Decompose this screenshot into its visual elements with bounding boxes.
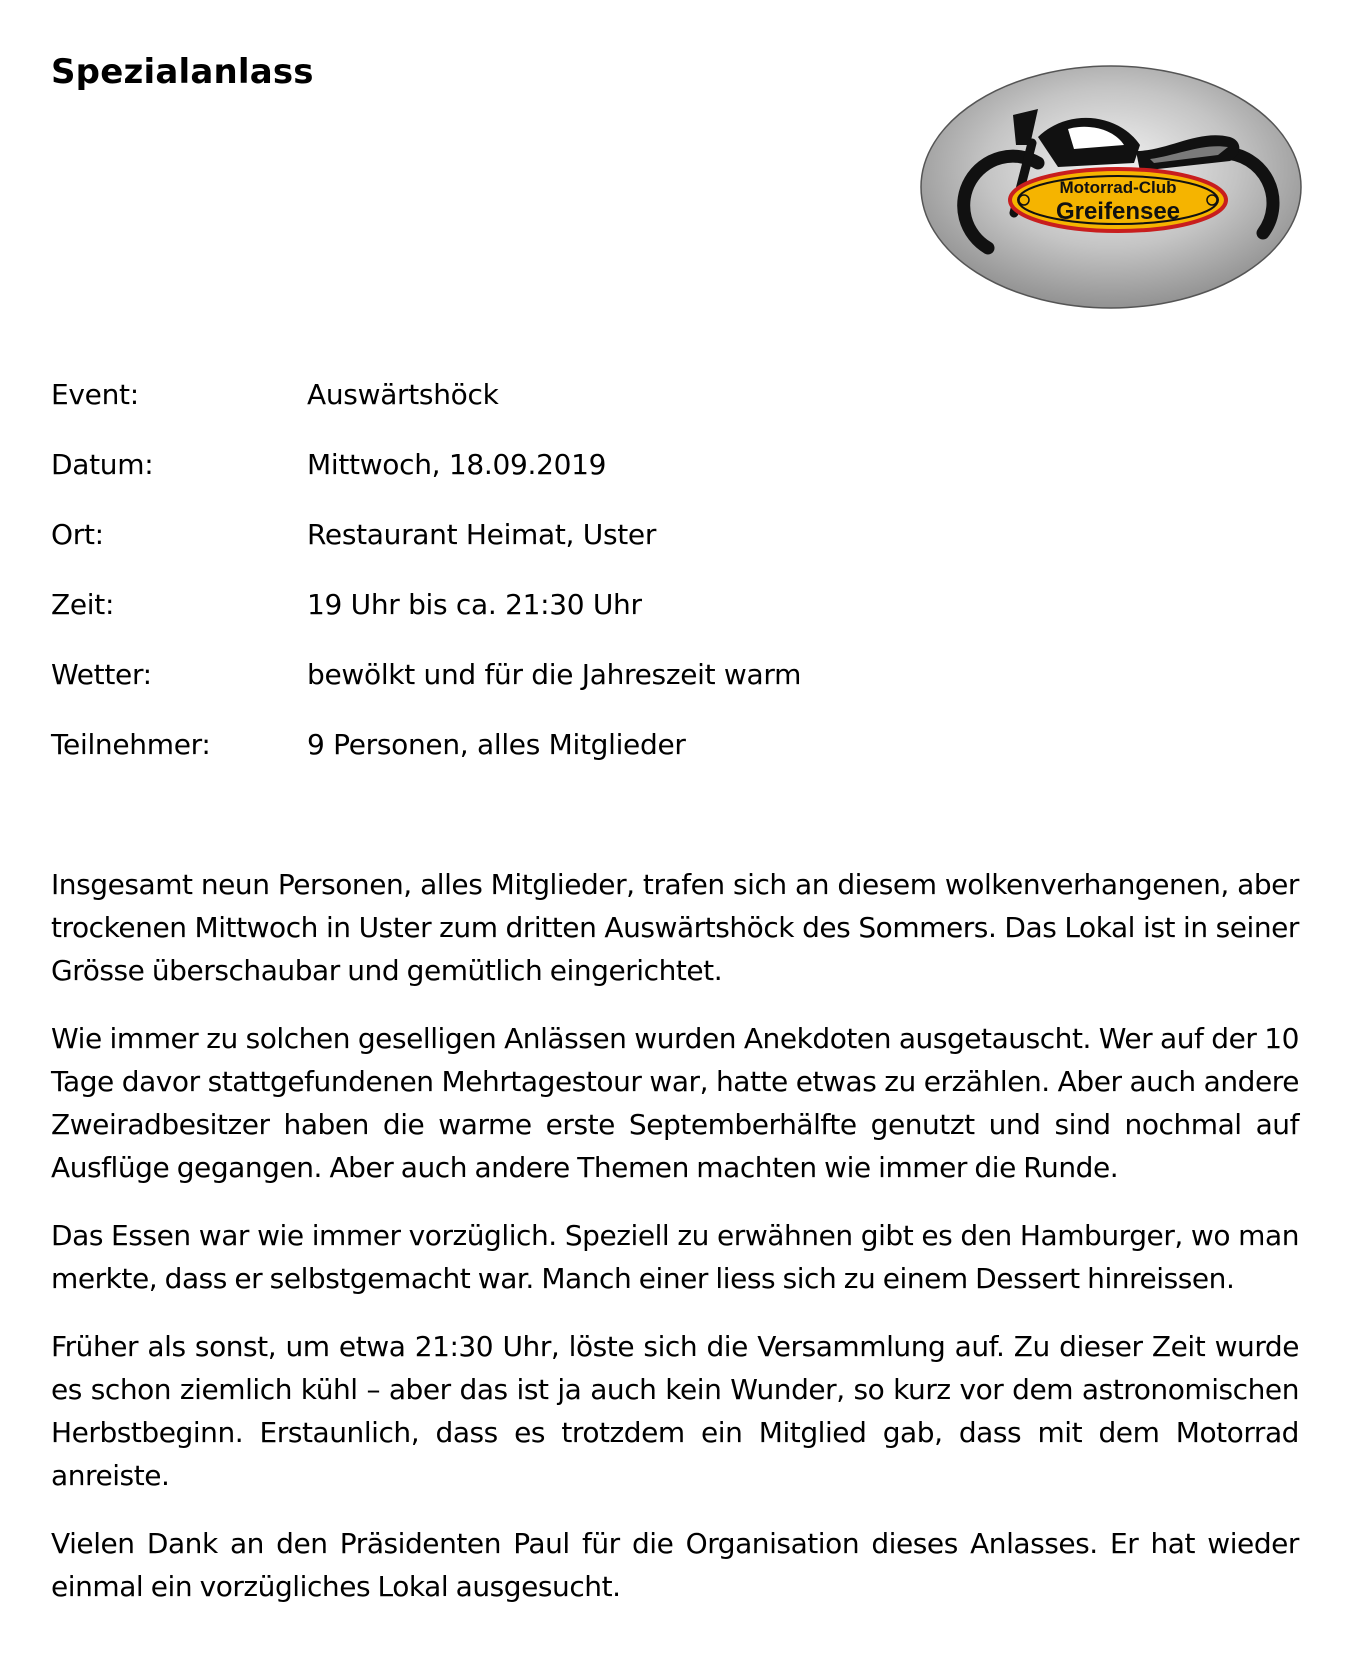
event-details — [51, 375, 1251, 795]
detail-value: bewölkt und für die Jahreszeit warm — [307, 658, 802, 691]
detail-row-teilnehmer — [51, 725, 1251, 795]
report-body — [51, 863, 1299, 1633]
detail-label: Zeit: — [51, 588, 115, 621]
detail-row-datum — [51, 445, 1251, 515]
detail-row-zeit — [51, 585, 1251, 655]
logo-line1: Motorrad-Club — [1059, 178, 1177, 197]
detail-label: Datum: — [51, 448, 154, 481]
logo-line2: Greifensee — [1055, 198, 1181, 225]
detail-row-event — [51, 375, 1251, 445]
detail-label: Wetter: — [51, 658, 152, 691]
paragraph: Früher als sonst, um etwa 21:30 Uhr, löste sich die Versammlung auf. Zu dieser Zeit wurde es schon ziemlich kühl – aber das ist ja auch kein Wunder, so kurz vor dem astronomischen Herbstbeginn. Erstaunlich, dass es trotzdem ein Mitglied gab, dass mit dem Motorrad anreiste. — [51, 1330, 1299, 1492]
detail-row-wetter — [51, 655, 1251, 725]
paragraph: Das Essen war wie immer vorzüglich. Speziell zu erwähnen gibt es den Hamburger, wo man merkte, dass er selbstgemacht war. Manch einer liess sich zu einem Dessert hinreissen. — [51, 1219, 1299, 1295]
detail-value: Auswärtshöck — [307, 378, 499, 411]
detail-row-ort — [51, 515, 1251, 585]
paragraph: Wie immer zu solchen geselligen Anlässen wurden Anekdoten ausgetauscht. Wer auf der 10 Tage davor stattgefundenen Mehrtagestour war, hatte etwas zu erzählen. Aber auch andere Zweiradbesitzer haben die warme erste Septemberhälfte genutzt und sind nochmal auf Ausflüge gegangen. Aber auch andere Themen machten wie immer die Runde. — [51, 1022, 1299, 1184]
detail-label: Event: — [51, 378, 139, 411]
club-logo — [918, 63, 1304, 311]
detail-label: Teilnehmer: — [51, 728, 211, 761]
detail-value: 19 Uhr bis ca. 21:30 Uhr — [307, 588, 642, 621]
paragraph: Insgesamt neun Personen, alles Mitglieder, trafen sich an diesem wolkenverhangenen, aber trockenen Mittwoch in Uster zum dritten Auswärtshöck des Sommers. Das Lokal ist in seiner Grösse überschaubar und gemütlich eingerichtet. — [51, 868, 1299, 987]
motorcycle-icon — [918, 63, 1304, 311]
detail-value: Restaurant Heimat, Uster — [307, 518, 657, 551]
detail-value: 9 Personen, alles Mitglieder — [307, 728, 686, 761]
paragraph: Vielen Dank an den Präsidenten Paul für die Organisation dieses Anlasses. Er hat wieder einmal ein vorzügliches Lokal ausgesucht. — [51, 1527, 1299, 1603]
detail-value: Mittwoch, 18.09.2019 — [307, 448, 607, 481]
page-title: Spezialanlass — [51, 52, 314, 92]
detail-label: Ort: — [51, 518, 104, 551]
